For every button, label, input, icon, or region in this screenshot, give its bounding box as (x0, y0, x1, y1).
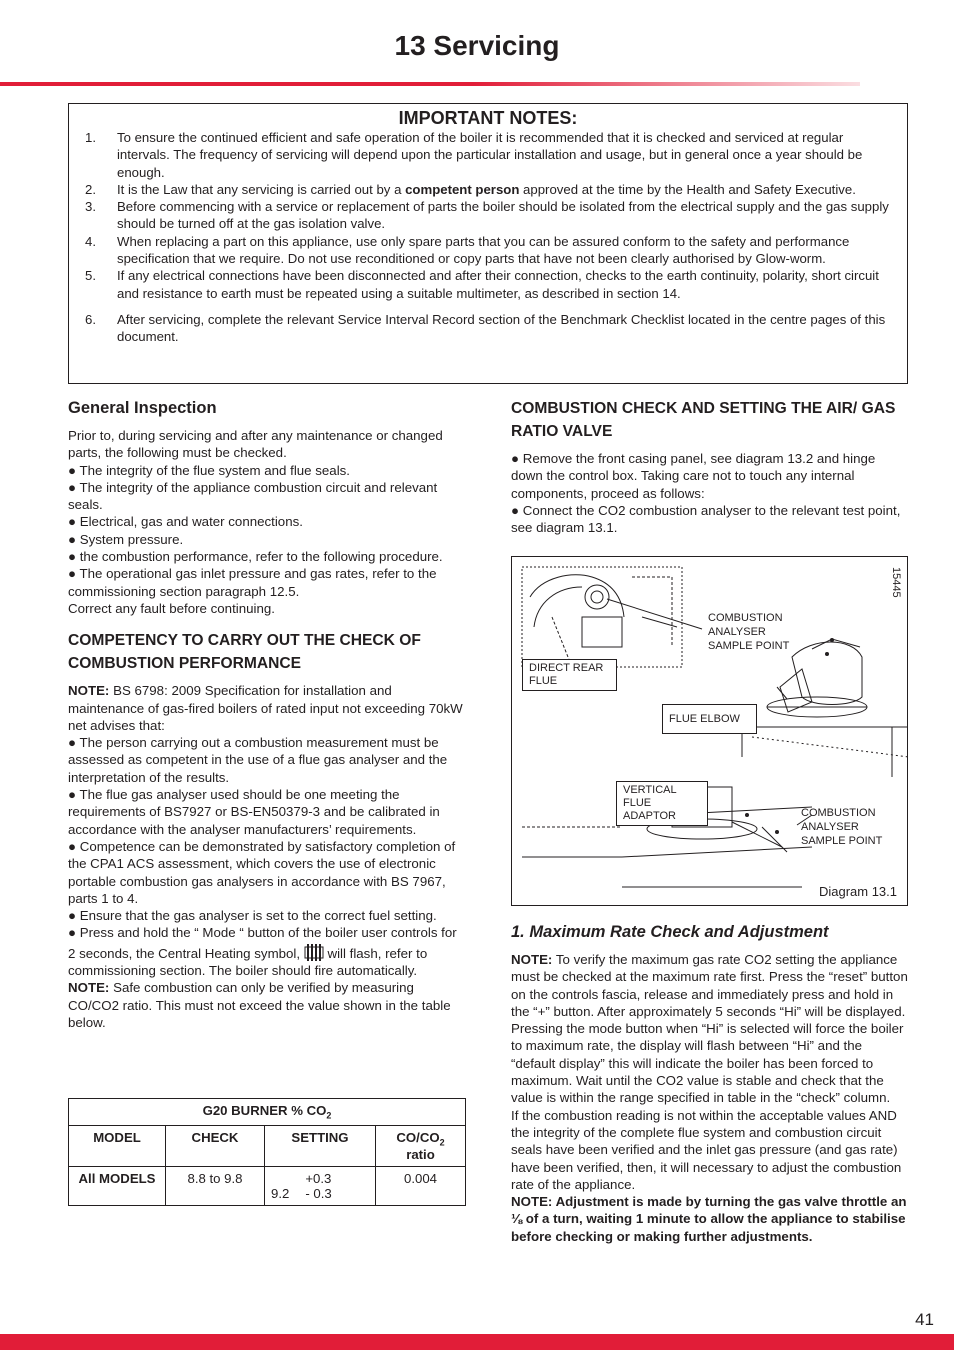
note-item-3 (69, 198, 907, 233)
title-rule (0, 82, 860, 86)
combustion-section (511, 397, 909, 536)
combustion-paragraph: ● Remove the front casing panel, see diagram 13.2 and hinge down the control box. Taking care not to touch any internal components, proceed as follows: (511, 451, 876, 501)
cell-ratio: 0.004 (376, 1167, 466, 1206)
combustion-heading: COMBUSTION CHECK AND SETTING THE AIR/ GAS RATIO VALVE (511, 400, 896, 440)
diagram-reference-number: 15445 (890, 567, 902, 598)
note-number: 1. (85, 130, 96, 145)
note-text: After servicing, complete the relevant Service Interval Record section of the Benchmark Checklist located in the centre pages of this document. (117, 311, 886, 345)
label-line: COMBUSTION (708, 612, 783, 624)
header-ratio (376, 1125, 466, 1167)
note-number: 2. (85, 181, 96, 197)
burner-co2-table (68, 1098, 466, 1206)
max-rate-section (511, 921, 909, 1245)
note-text: Before commencing with a service or replacement of parts the boiler should be isolated from the electrical supply and the gas supply should be turned off at the gas isolation valve. (117, 199, 889, 232)
general-intro: Prior to, during servicing and after any maintenance or changed parts, the following must be checked. (68, 428, 443, 461)
header-model: MODEL (69, 1125, 166, 1167)
label-vertical-flue-adaptor (616, 781, 708, 826)
general-bullet: ● the combustion performance, refer to the following procedure. (68, 549, 443, 565)
note-text: If any electrical connections have been disconnected and after their connection, checks to the earth continuity, polarity, short circuit and resistance to earth must be repeated using a suitable multimeter, as described in section 14. (117, 268, 879, 301)
competency-bullet: ● Ensure that the gas analyser is set to the correct fuel setting. (68, 908, 437, 924)
header-ratio-text: ratio (406, 1147, 435, 1163)
page-title: 13 Servicing (394, 30, 560, 61)
label-line: ANALYSER (708, 626, 766, 638)
table-row (69, 1167, 466, 1206)
label-line: VERTICAL FLUE (623, 784, 677, 809)
competency-bullet: ● The flue gas analyser used should be one meeting the requirements of BS7927 or BS-EN50379-3 and be calibrated in accordance with the analyser manufacturers’ requirements. (68, 787, 440, 837)
note-emphasis: competent person (405, 181, 520, 197)
notes-heading: IMPORTANT NOTES: (398, 108, 578, 128)
max-rate-adjustment-note: NOTE: Adjustment is made by turning the gas valve throttle an ⅛ of a turn, waiting 1 minute to allow the appliance to stabilise before checking or making further adjustments. (511, 1194, 907, 1244)
note-text: It is the Law that any servicing is carried out by a (117, 181, 406, 197)
label-direct-rear-flue (522, 659, 617, 691)
note-number: 3. (85, 199, 96, 215)
note-label: NOTE: (511, 952, 553, 967)
central-heating-icon (304, 942, 324, 962)
note-item-5 (69, 267, 907, 302)
note-item-2 (69, 181, 907, 198)
note-item-6 (69, 311, 907, 346)
table-title (69, 1099, 466, 1126)
mode-text-post: will flash, refer to commissioning section. The boiler should fire automatically. (68, 945, 428, 979)
header-setting: SETTING (265, 1125, 376, 1167)
note-text: When replacing a part on this appliance, use only spare parts that you can be assured conform to the safety and performance specification that we require. Do not use reconditioned or copy parts that have not been clearly authorised by Glow-worm. (117, 233, 850, 267)
header-co-sub: 2 (439, 1137, 445, 1148)
note-text: BS 6798: 2009 Specification for installation and maintenance of gas-fired boilers of rated input not exceeding 70kW net advises that: (68, 683, 463, 733)
label-sample-point-top (708, 611, 789, 653)
note-number: 4. (85, 233, 96, 249)
header-co-text: CO/CO (396, 1129, 440, 1145)
table-title-sub: 2 (326, 1110, 332, 1121)
label-line: ADAPTOR (623, 810, 676, 822)
general-bullet: ● Electrical, gas and water connections. (68, 514, 303, 530)
competency-note-2 (68, 979, 466, 1031)
competency-mode-bullet (68, 924, 466, 979)
label-line: COMBUSTION (801, 807, 876, 819)
label-line: DIRECT REAR (529, 662, 604, 674)
table-title-row (69, 1099, 466, 1126)
competency-note (68, 682, 466, 734)
note-text: approved at the time by the Health and Safety Executive. (519, 181, 856, 197)
label-line: SAMPLE POINT (801, 835, 883, 847)
competency-bullet: ● Competence can be demonstrated by satisfactory completion of the CPA1 ACS assessment, which covers the use of electronic portable combustion gas analysers in accordance with BS 7967, parts 1 to 4. (68, 838, 456, 906)
label-line: SAMPLE POINT (708, 640, 790, 652)
general-bullet: ● The operational gas inlet pressure and gas rates, refer to the commissioning section paragraph 12.5. (68, 566, 437, 599)
label-line: ANALYSER (801, 821, 859, 833)
note-label: NOTE: (68, 683, 110, 699)
label-sample-point-bottom (801, 806, 882, 848)
table-title-text: G20 BURNER % CO (202, 1103, 327, 1118)
combustion-paragraph: ● Connect the CO2 combustion analyser to the relevant test point, see diagram 13.1. (511, 502, 901, 536)
general-bullet: ● System pressure. (68, 531, 184, 547)
diagram-caption: Diagram 13.1 (818, 884, 897, 899)
table-header-row (69, 1125, 466, 1167)
note-text: To verify the maximum gas rate CO2 setting the appliance must be checked at the maximum rate first. Press the “reset” button on the controls fascia, release and immediately press and hold in the “+” button. After approximately 5 seconds “Hi” will be displayed. Pressing the mode button when “Hi” is selected will force the boiler to maximum rate, the display will flash between “Hi” and the “default display” this will indicate the boiler has been forced to maximum. Wait until the CO2 value is stable and check that the value is within the range specified in table in the “check” column. (511, 952, 908, 1106)
max-rate-note (511, 951, 909, 1107)
note-item-1 (69, 129, 907, 181)
general-bullet: ● The integrity of the appliance combustion circuit and relevant seals. (68, 479, 438, 513)
note-number: 6. (85, 311, 96, 327)
cell-setting (265, 1167, 376, 1206)
mode-text-pre: ● Press and hold the “ Mode “ button of the boiler user controls for 2 seconds, the Central Heating symbol, (68, 925, 457, 961)
note-text: To ensure the continued efficient and safe operation of the boiler it is recommended that it is checked and serviced at regular intervals. The frequency of servicing will depend upon the particular installation and usage, but in general once a year should be enough. (117, 130, 863, 180)
notes-list (69, 129, 907, 346)
tolerance-minus: - 0.3 (305, 1186, 332, 1202)
cell-check: 8.8 to 9.8 (166, 1167, 265, 1206)
footer-bar (0, 1334, 954, 1350)
note-text: Safe combustion can only be verified by measuring CO/CO2 ratio. This must not exceed the value shown in the table below. (68, 980, 451, 1030)
general-bullet: ● The integrity of the flue system and flue seals. (68, 462, 350, 478)
general-inspection-heading: General Inspection (68, 399, 217, 417)
header-check: CHECK (166, 1125, 265, 1167)
max-rate-heading: 1. Maximum Rate Check and Adjustment (511, 923, 829, 941)
left-column (68, 397, 466, 1031)
competency-heading: COMPETENCY TO CARRY OUT THE CHECK OF COMBUSTION PERFORMANCE (68, 632, 421, 673)
label-flue-elbow: FLUE ELBOW (662, 704, 757, 734)
cell-model: All MODELS (69, 1167, 166, 1206)
label-line: FLUE (529, 675, 558, 687)
note-number: 5. (85, 268, 96, 284)
note-item-4 (69, 233, 907, 268)
max-rate-paragraph: If the combustion reading is not within the acceptable values AND the integrity of the complete flue system and combustion circuit seals have been verified and the inlet gas pressure (and gas rate) have been verified, then, it will necessary to adjust the combustion rate of the appliance. (511, 1107, 902, 1192)
page-number: 41 (915, 1310, 934, 1329)
setting-value: 9.2 (271, 1186, 290, 1202)
tolerance-plus: +0.3 (305, 1171, 332, 1187)
note-label: NOTE: (68, 980, 110, 996)
competency-bullet: ● The person carrying out a combustion measurement must be assessed as competent in the use of a flue gas analyser and the interpretation of the results. (68, 735, 448, 785)
general-closing: Correct any fault before continuing. (68, 600, 275, 616)
diagram-13-1 (511, 556, 908, 906)
important-notes-box (68, 103, 908, 384)
setting-tolerance (305, 1171, 331, 1201)
